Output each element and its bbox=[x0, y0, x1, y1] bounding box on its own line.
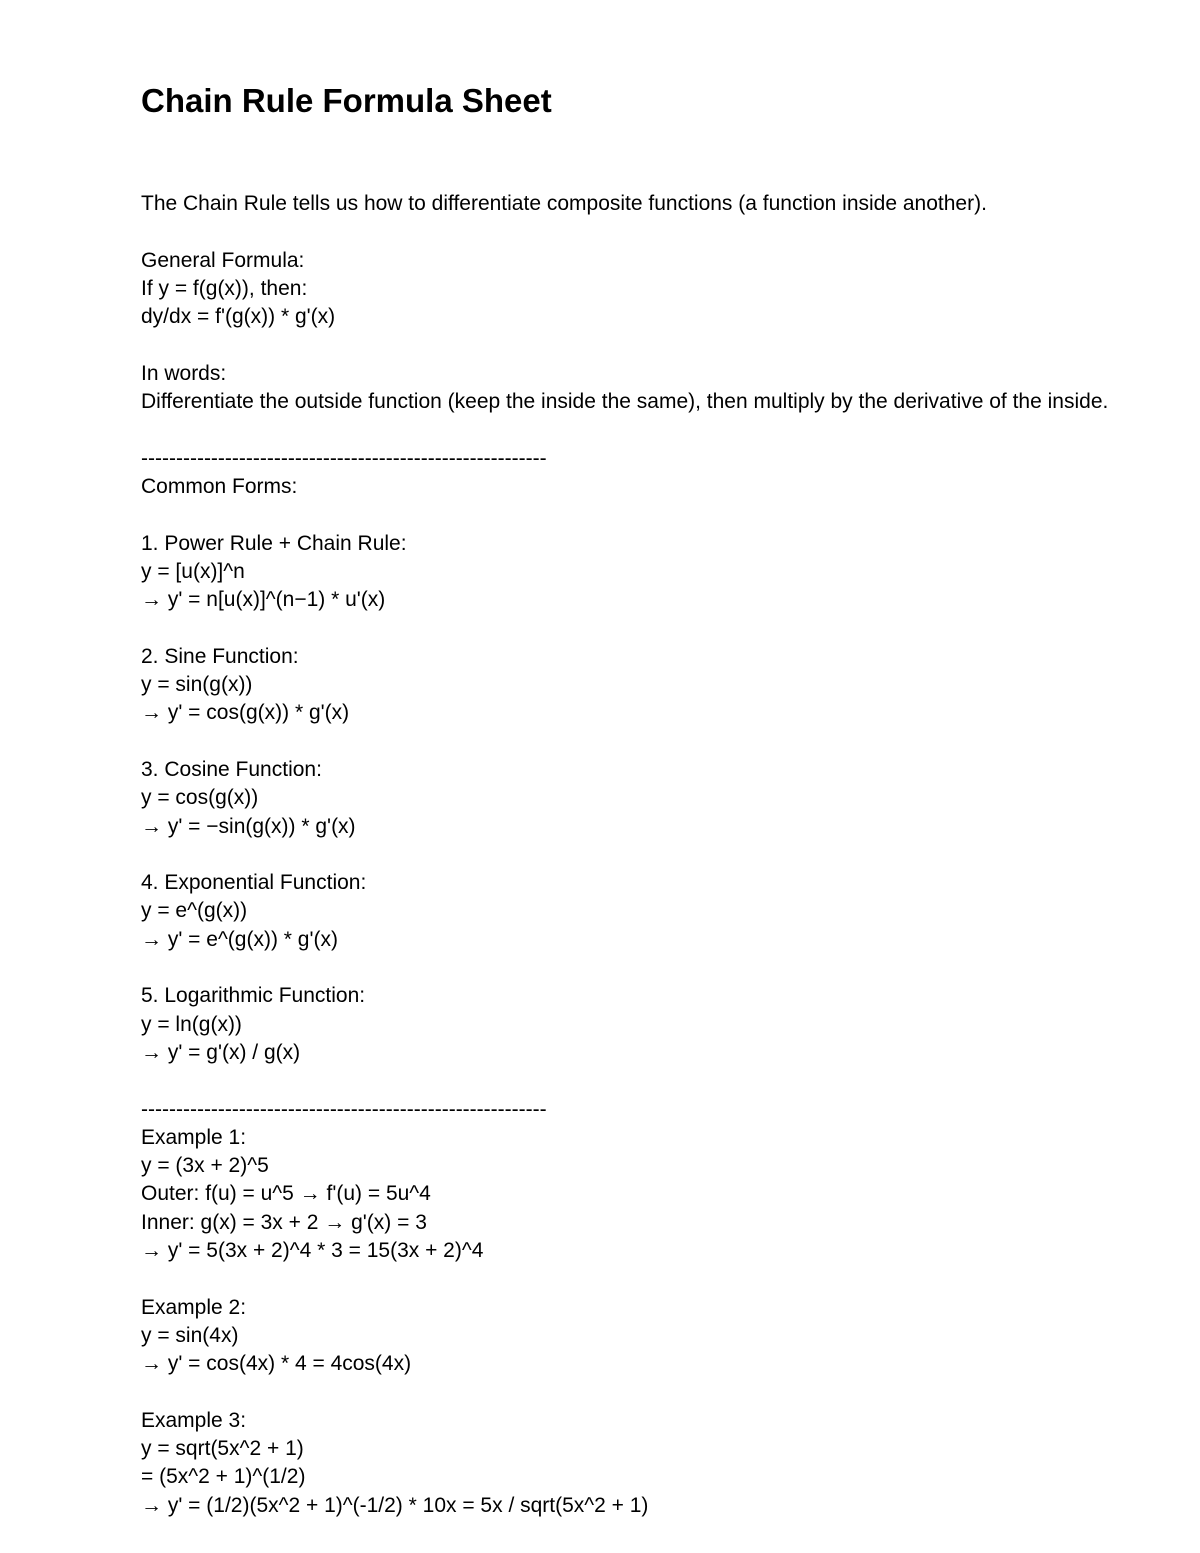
form-function: y = sin(g(x)) bbox=[141, 673, 253, 697]
spacer bbox=[141, 1378, 1200, 1406]
in-words-heading: In words: bbox=[141, 361, 227, 385]
form-function: y = e^(g(x)) bbox=[141, 899, 248, 923]
document-page bbox=[141, 0, 1200, 1553]
form-derivative: → y' = cos(g(x)) * g'(x) bbox=[141, 701, 350, 725]
example-line: → y' = (1/2)(5x^2 + 1)^(-1/2) * 10x = 5x / sqrt(5x^2 + 1) bbox=[141, 1493, 649, 1517]
example-line: → y' = 5(3x + 2)^4 * 3 = 15(3x + 2)^4 bbox=[141, 1238, 484, 1262]
form-heading: 1. Power Rule + Chain Rule: bbox=[141, 531, 407, 555]
form-derivative: → y' = e^(g(x)) * g'(x) bbox=[141, 927, 338, 951]
general-formula-equation: dy/dx = f'(g(x)) * g'(x) bbox=[141, 305, 336, 329]
spacer bbox=[141, 841, 1200, 869]
form-function: y = cos(g(x)) bbox=[141, 786, 259, 810]
intro-text: The Chain Rule tells us how to differentiate composite functions (a function inside another). bbox=[141, 192, 987, 215]
spacer bbox=[141, 416, 1200, 444]
form-derivative: → y' = g'(x) / g(x) bbox=[141, 1040, 301, 1064]
spacer bbox=[141, 614, 1200, 642]
example-line: Inner: g(x) = 3x + 2 → g'(x) = 3 bbox=[141, 1210, 427, 1234]
form-heading: 2. Sine Function: bbox=[141, 644, 299, 668]
form-heading: 4. Exponential Function: bbox=[141, 871, 367, 895]
common-forms-heading: Common Forms: bbox=[141, 474, 298, 498]
general-formula-condition: If y = f(g(x)), then: bbox=[141, 276, 308, 300]
example-line: → y' = cos(4x) * 4 = 4cos(4x) bbox=[141, 1352, 412, 1376]
example-line: y = sqrt(5x^2 + 1) bbox=[141, 1437, 304, 1461]
example-line: Outer: f(u) = u^5 → f'(u) = 5u^4 bbox=[141, 1182, 431, 1206]
spacer bbox=[141, 728, 1200, 756]
example-heading: Example 1: bbox=[141, 1125, 247, 1149]
in-words-text: Differentiate the outside function (keep the inside the same), then multiply by the derivative of the inside. bbox=[141, 390, 1109, 414]
general-formula-heading: General Formula: bbox=[141, 248, 305, 272]
document-body bbox=[141, 190, 1200, 1520]
divider-line: ---------------------------------------------------------- bbox=[141, 446, 547, 470]
spacer bbox=[141, 218, 1200, 246]
example-line: y = (3x + 2)^5 bbox=[141, 1154, 269, 1178]
divider-line: ---------------------------------------------------------- bbox=[141, 1097, 547, 1121]
form-derivative: → y' = n[u(x)]^(n−1) * u'(x) bbox=[141, 588, 386, 612]
example-heading: Example 3: bbox=[141, 1408, 247, 1432]
spacer bbox=[141, 954, 1200, 982]
spacer bbox=[141, 331, 1200, 359]
example-line: y = sin(4x) bbox=[141, 1323, 239, 1347]
spacer bbox=[141, 1067, 1200, 1095]
form-function: y = [u(x)]^n bbox=[141, 559, 245, 583]
example-heading: Example 2: bbox=[141, 1295, 247, 1319]
form-function: y = ln(g(x)) bbox=[141, 1012, 242, 1036]
spacer bbox=[141, 1265, 1200, 1293]
form-derivative: → y' = −sin(g(x)) * g'(x) bbox=[141, 814, 356, 838]
spacer bbox=[141, 501, 1200, 529]
example-line: = (5x^2 + 1)^(1/2) bbox=[141, 1465, 306, 1489]
form-heading: 5. Logarithmic Function: bbox=[141, 984, 366, 1008]
page-title: Chain Rule Formula Sheet bbox=[141, 82, 552, 119]
form-heading: 3. Cosine Function: bbox=[141, 757, 322, 781]
